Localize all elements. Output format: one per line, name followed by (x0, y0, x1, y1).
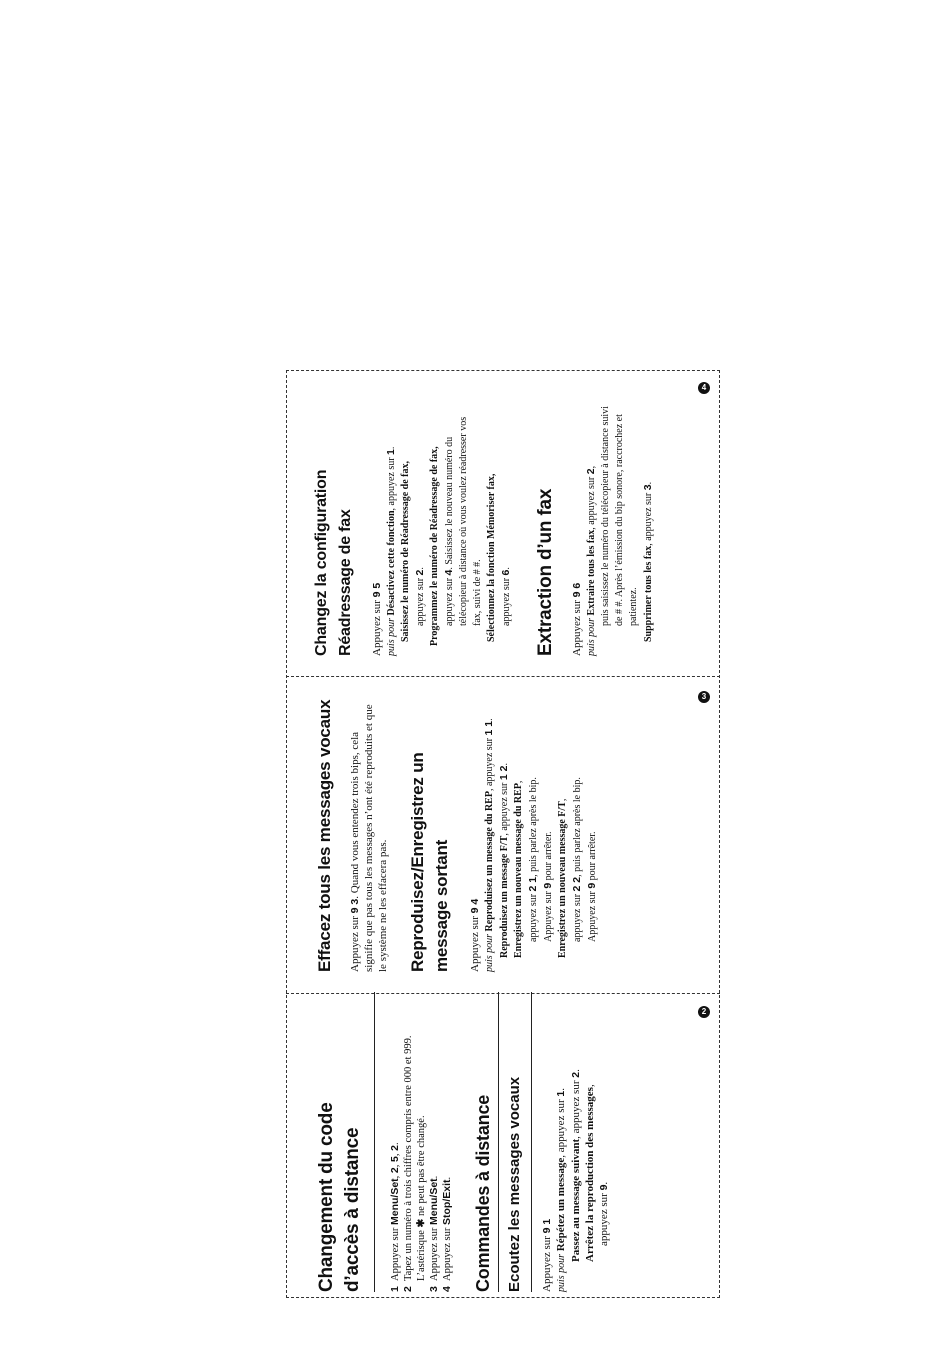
line-next: Passez au message suivant, appuyez sur 2. (570, 1069, 582, 1262)
fold-line (286, 993, 720, 994)
title-rule (374, 992, 375, 1292)
line-play-ft: Reproduisez un message F/T, appuyez sur 1 2. (498, 763, 510, 958)
line-play-rep: puis pour Reproduisez un message du REP, appuyez sur 1 1. (483, 718, 495, 972)
panel-2 (306, 996, 716, 1296)
sub-title: Ecoutez les messages vocaux (506, 1076, 523, 1292)
intro2-line: Appuyez sur 9 6 (571, 582, 583, 656)
section-title: Commandes à distance (473, 1094, 493, 1292)
step-2: 2 Tapez un numéro à trois chiffres compris entre 000 et 999. L’astérisque ✱ ne peut pas être changé. (402, 1035, 427, 1292)
panel-title: Effacez tous les messages vocaux (315, 699, 334, 972)
page-number-2: 2 (698, 1006, 710, 1018)
section-rule (498, 992, 499, 1292)
panel-title: Changez la configuration Réadressage de fax (313, 469, 354, 656)
intro-line: Appuyez sur 9 4 (469, 898, 481, 972)
line-stop-key: appuyez sur 9. (598, 1181, 610, 1246)
line-repeat: puis pour Répétez un message, appuyez sur 1. (555, 1088, 567, 1292)
panel-3 (306, 690, 716, 976)
intro-line: Appuyez sur 9 1 (541, 1218, 553, 1292)
panel-4 (306, 378, 716, 660)
line-program-key: appuyez sur 4. Saisissez le nouveau numéro du télécopieur à distance où vous voulez réadresser vos fax, suivi de # #. (443, 416, 483, 626)
line-memory-key: appuyez sur 6. (500, 567, 512, 626)
step-3: 3 Appuyez sur Menu/Set. (428, 1175, 440, 1292)
line-stop-ft: Appuyez sur 9 pour arrêter. (586, 831, 598, 942)
line-stop-rep: Appuyez sur 9 pour arrêter. (542, 831, 554, 942)
line-record-ft-key: appuyez sur 2 2, puis parlez après le bip. (571, 777, 583, 942)
page-number-3: 3 (698, 691, 710, 703)
fold-line (286, 676, 720, 677)
section-title: Extraction d’un fax (535, 488, 556, 656)
step-1: 1 Appuyez sur Menu/Set, 2, 5, 2. (389, 1142, 401, 1292)
line-record-ft: Enregistrez un nouveau message F/T, (557, 798, 568, 958)
line-enter-number: Saisissez le numéro de Réadressage de fax, (400, 460, 411, 642)
line-record-rep: Enregistrez un nouveau message du REP, (513, 780, 524, 958)
line-extract-detail: puis saisissez le numéro du télécopieur à distance suivi de # #. Après l’émission du bip sonore, raccrochez et patientez. (600, 406, 639, 626)
line-memory: Sélectionnez la fonction Mémoriser fax, (486, 473, 497, 642)
panel-title: Changement du code d’accès à distance (316, 1102, 363, 1292)
sub-rule (531, 992, 532, 1292)
line-delete: Supprimer tous les fax, appuyez sur 3. (642, 481, 654, 642)
line-disable: puis pour Désactivez cette fonction, appuyez sur 1. (385, 446, 397, 656)
intro-line: Appuyez sur 9 5 (371, 582, 383, 656)
line-extract: puis pour Extraire tous les fax, appuyez sur 2, (585, 465, 597, 656)
line-stop: Arrêtez la reproduction des messages, (584, 1084, 596, 1262)
line-record-rep-key: appuyez sur 2 1, puis parlez après le bip. (527, 777, 539, 942)
section-title: Reproduisez/Enregistrez un message sortant (408, 752, 451, 972)
line-program: Programmez le numéro de Réadressage de fax, (429, 446, 440, 646)
page-number-4: 4 (698, 382, 710, 394)
line-enter-number-key: appuyez sur 2. (414, 567, 426, 626)
erase-body: Appuyez sur 9 3. Quand vous entendez trois bips, cela signifie que pas tous les messages n’ont été reproduits et que le système ne les effacera pas. (349, 704, 389, 972)
step-4: 4 Appuyez sur Stop/Exit. (441, 1176, 453, 1292)
